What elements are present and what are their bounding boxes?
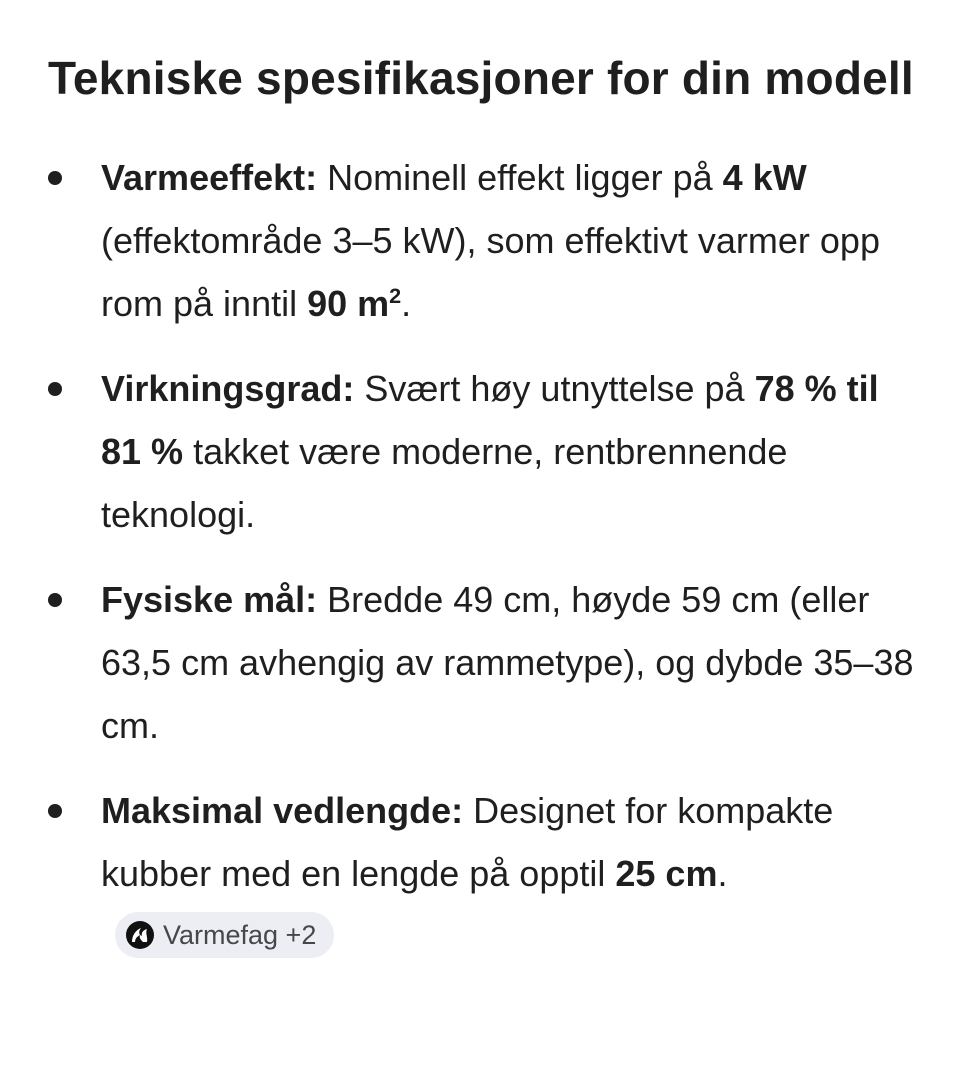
spec-label: Virkningsgrad: xyxy=(101,368,355,409)
bullet-icon xyxy=(48,382,62,396)
source-chip-button[interactable] xyxy=(115,912,334,958)
answer-content xyxy=(48,40,928,960)
flame-icon xyxy=(125,920,155,950)
source-chip-label: Varmefag +2 xyxy=(163,919,317,950)
spec-text: Designet for kompakte kubber med en lengde på opptil xyxy=(101,790,834,894)
spec-text: Bredde 49 cm, høyde 59 cm (eller 63,5 cm avhengig av rammetype), og dybde 35–38 cm. xyxy=(101,579,914,746)
spec-item-vedlengde xyxy=(48,779,928,968)
spec-label: Maksimal vedlengde: xyxy=(101,790,464,831)
spec-text: . xyxy=(401,283,412,324)
spec-value: 25 cm xyxy=(615,853,718,894)
spec-item-varmeeffekt xyxy=(48,146,928,335)
spec-value: 90 m xyxy=(307,283,390,324)
bullet-icon xyxy=(48,804,62,818)
spec-value: 4 kW xyxy=(722,157,807,198)
page-title: Tekniske spesifikasjoner for din modell xyxy=(48,52,914,104)
spec-text: Nominell effekt ligger på xyxy=(317,157,723,198)
spec-label: Fysiske mål: xyxy=(101,579,318,620)
spec-superscript: 2 xyxy=(389,283,402,308)
spec-value: 78 % til 81 % xyxy=(101,368,879,472)
spec-list xyxy=(48,146,928,968)
spec-text: takket være moderne, rentbrennende teknologi. xyxy=(101,431,788,535)
spec-text: (effektområde 3–5 kW), som effektivt varmer opp rom på inntil xyxy=(101,220,880,324)
bullet-icon xyxy=(48,593,62,607)
bullet-icon xyxy=(48,171,62,185)
spec-item-virkningsgrad xyxy=(48,357,928,546)
spec-text: Svært høy utnyttelse på xyxy=(354,368,755,409)
spec-item-fysiske-mal xyxy=(48,568,928,757)
spec-text: . xyxy=(717,853,728,894)
spec-label: Varmeeffekt: xyxy=(101,157,318,198)
